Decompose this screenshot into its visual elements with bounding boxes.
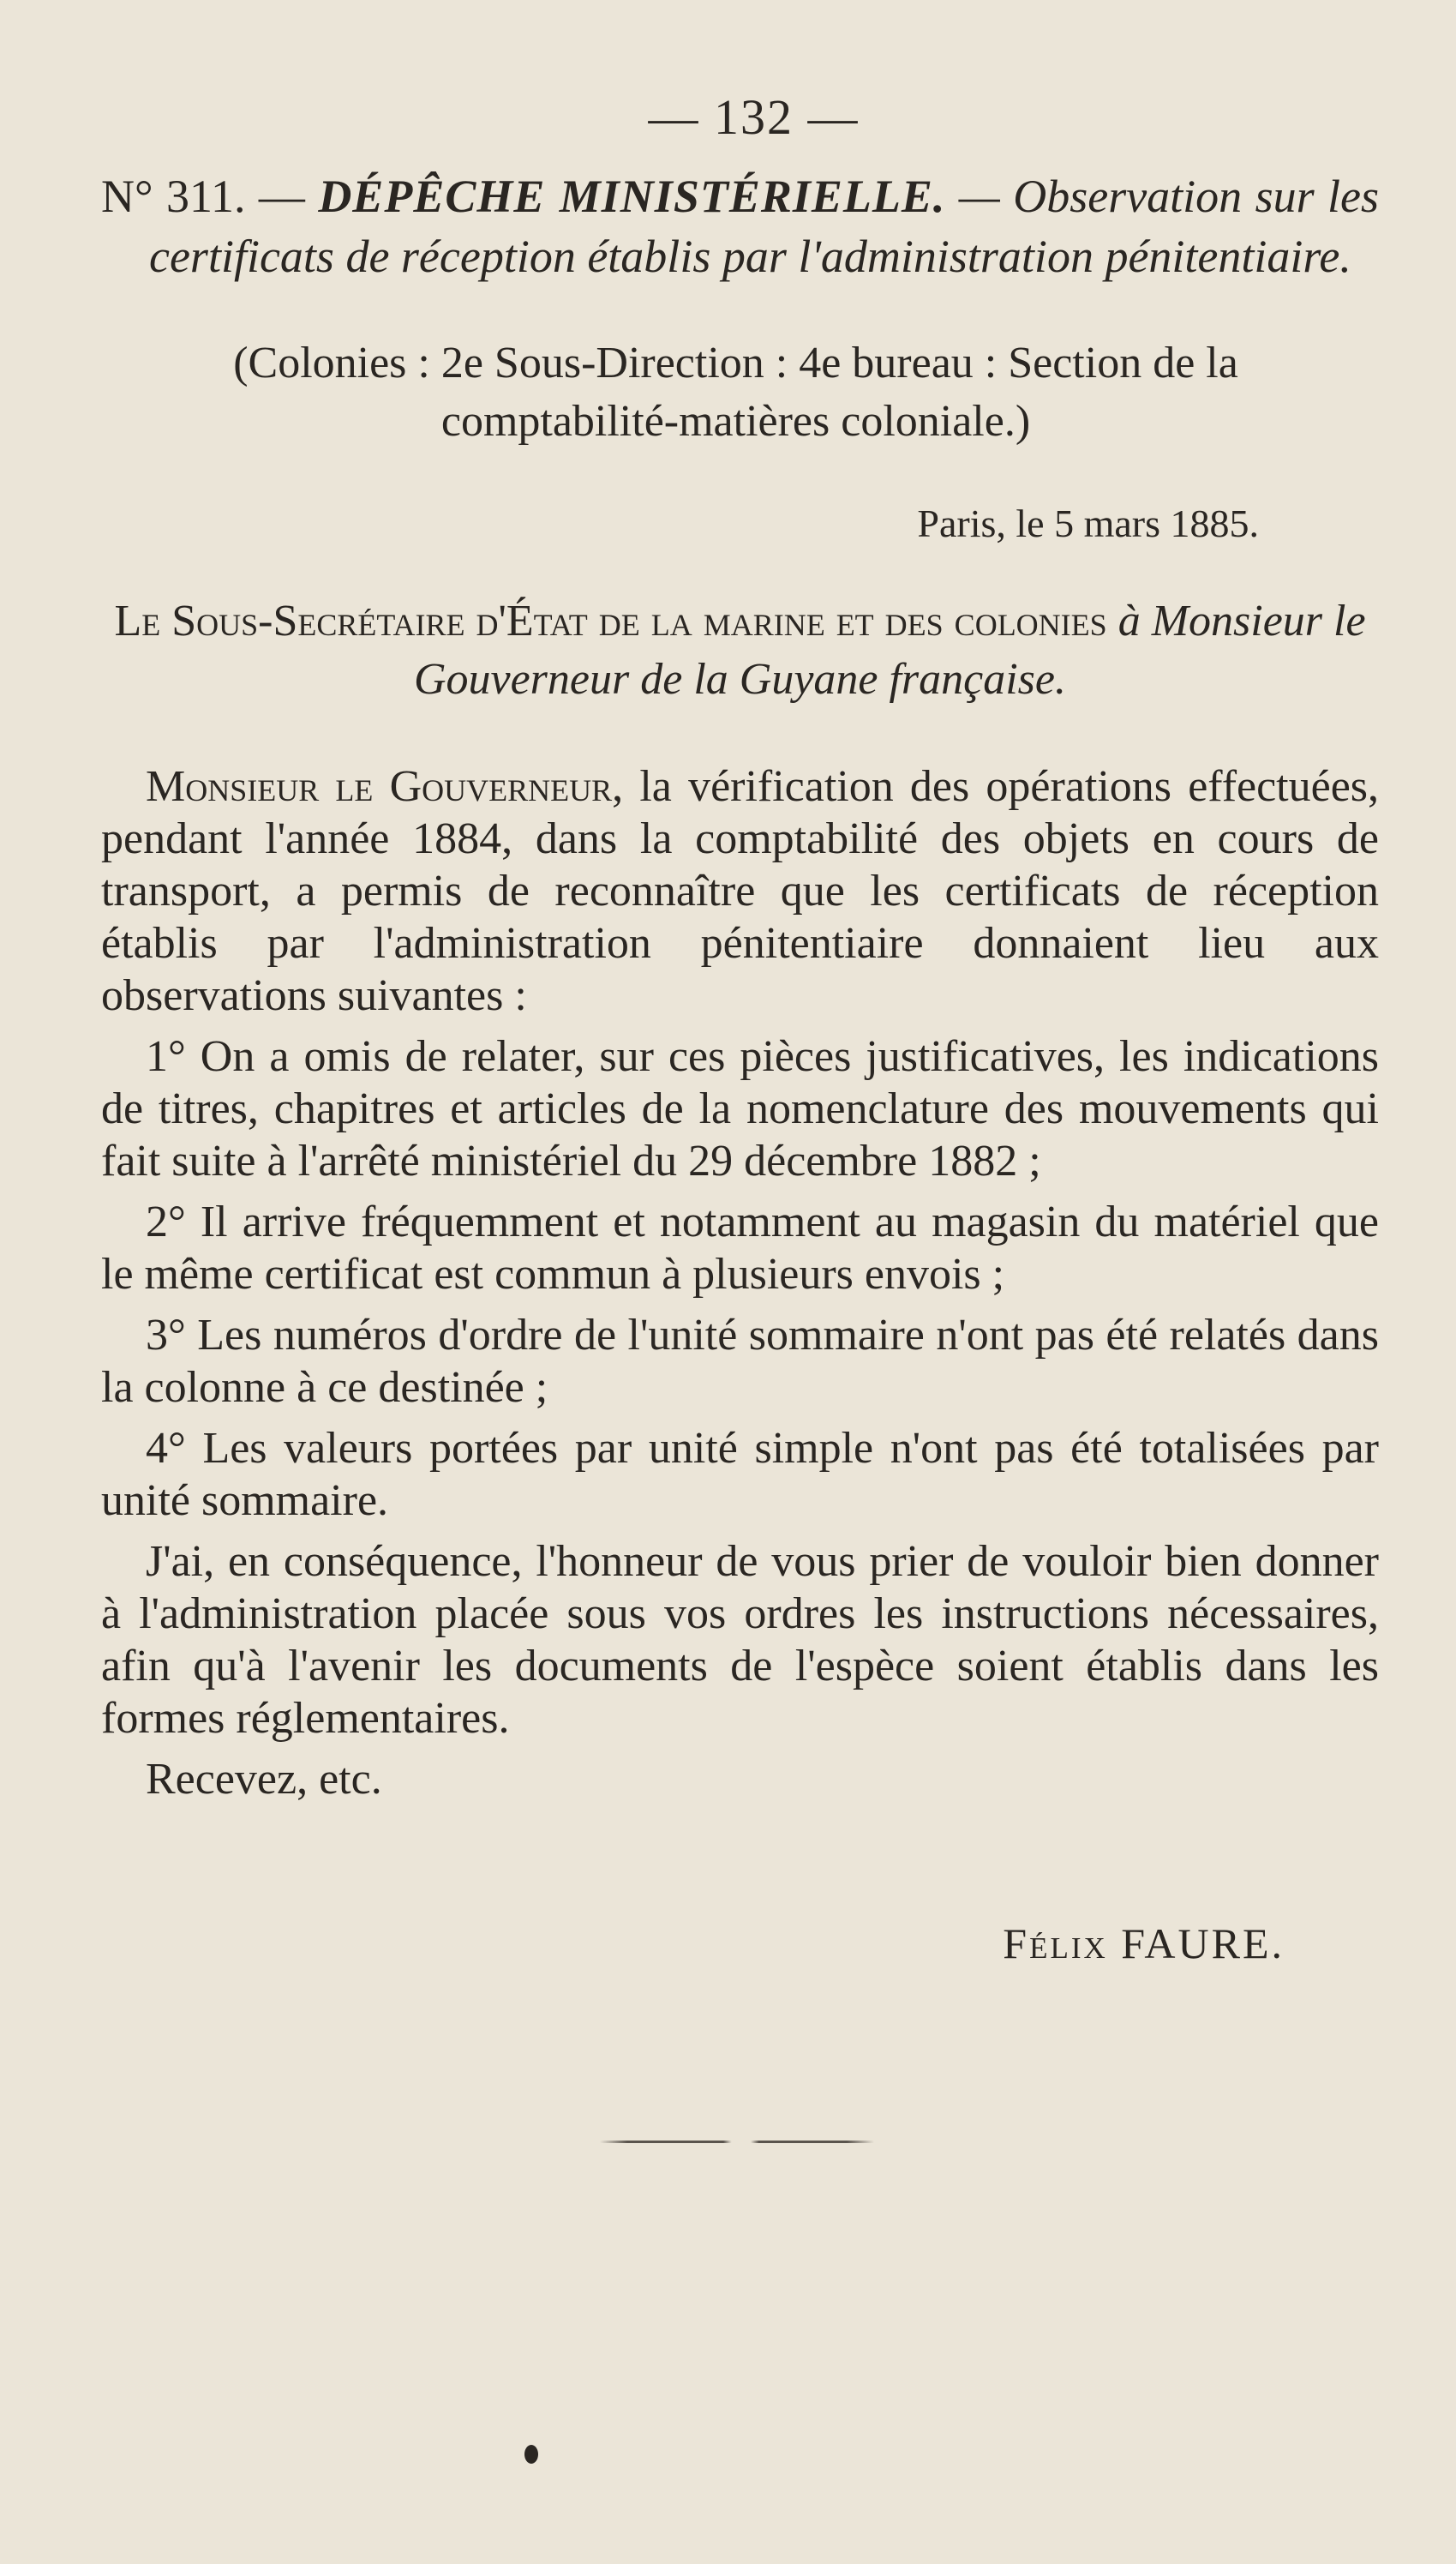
paragraph-request: J'ai, en conséquence, l'honneur de vous prier de vouloir bien donner à l'administration placée sous vos ordres les instructions nécessaires, afin qu'à l'avenir les documents de l'espèce soient établis dans les formes réglementaires. [101, 1537, 1379, 1743]
address-block [101, 592, 1379, 709]
paragraph-intro [101, 760, 1379, 1022]
page-number: — 132 — [648, 89, 860, 145]
recipient-line: à Monsieur le Gouverneur de la Guyane française. [413, 597, 1366, 704]
ink-dot [524, 2445, 538, 2464]
document-heading [101, 166, 1379, 286]
document-title: DÉPÊCHE MINISTÉRIELLE. [318, 171, 946, 222]
intro-text: la vérification des opérations effectuées, pendant l'année 1884, dans la comptabilité des objets en cours de transport, a permis de reconnaître que les certificats de réception établis par l'administration pénitentiaire donnaient lieu aux observations suivantes : [101, 762, 1380, 1020]
date-line: Paris, le 5 mars 1885. [917, 501, 1259, 545]
salutation: Monsieur le Gouverneur, [146, 762, 624, 811]
sender-line: Le Sous-Secrétaire d'État de la marine et des colonies [114, 597, 1107, 646]
department-line: (Colonies : 2e Sous-Direction : 4e bureau : Section de la comptabilité-matières coloniale.) [233, 339, 1238, 446]
paragraph-item-4: 4° Les valeurs portées par unité simple n'ont pas été totalisées par unité sommaire. [101, 1424, 1379, 1525]
paragraph-item-1: 1° On a omis de relater, sur ces pièces justificatives, les indications de titres, chapitres et articles de la nomenclature des mouvements qui fait suite à l'arrêté ministériel du 29 décembre 1882 ; [101, 1032, 1379, 1186]
signature: Félix FAURE. [1003, 1919, 1285, 1967]
document-number: N° 311. — [101, 171, 305, 222]
letter-body [101, 760, 1379, 1805]
paragraph-item-2: 2° Il arrive fréquemment et notamment au magasin du matériel que le même certificat est commun à plusieurs envois ; [101, 1198, 1379, 1299]
document-subject: — Observation sur les certificats de réception établis par l'administration pénitentiaire. [149, 171, 1380, 282]
paragraph-closing: Recevez, etc. [146, 1755, 382, 1804]
paragraph-item-3: 3° Les numéros d'ordre de l'unité sommaire n'ont pas été relatés dans la colonne à ce destinée ; [101, 1311, 1379, 1412]
end-divider [600, 2141, 874, 2143]
